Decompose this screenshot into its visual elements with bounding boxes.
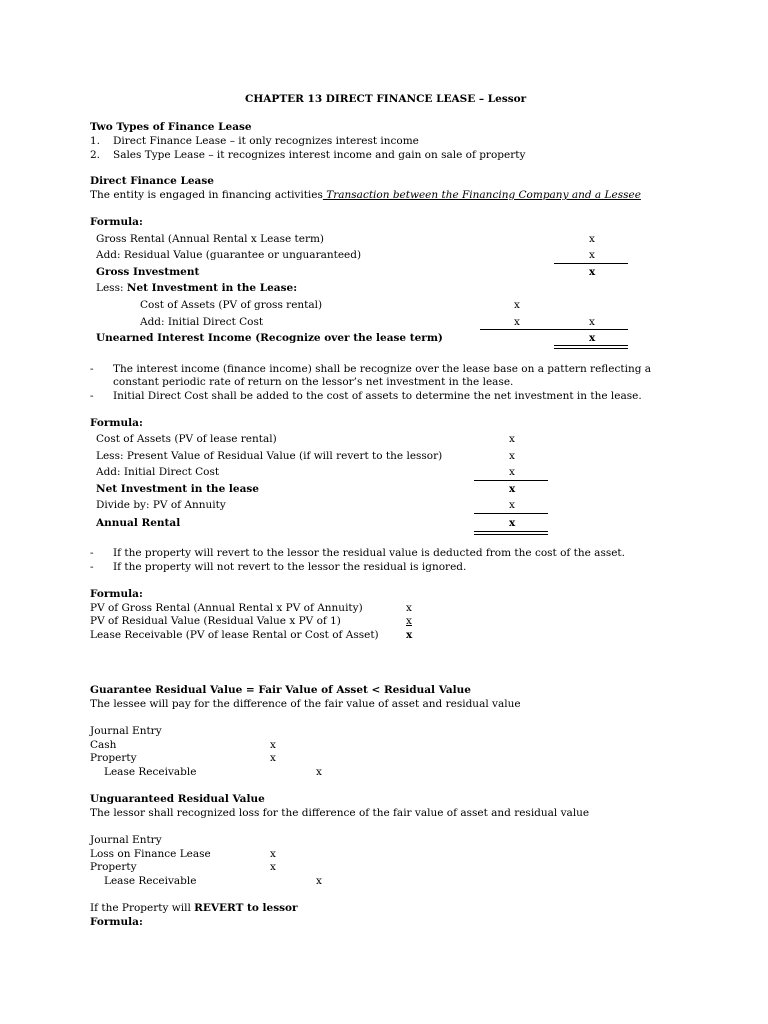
formula2-row-label: Divide by: PV of Annuity [96,499,226,511]
types-heading: Two Types of Finance Lease [90,121,252,133]
formula1-heading: Formula: [90,216,143,228]
dfl-desc-text: The entity is engaged in financing activities [90,189,323,201]
journal-entry-debit: x [270,752,276,764]
double-rule-line [474,531,548,535]
formula3-row-label: Lease Receivable (PV of lease Rental or Cost of Asset) [90,629,379,641]
types-item-num: 1. [90,135,101,147]
guaranteed-description: The lessee will pay for the difference of the fair value of asset and residual value [90,698,521,710]
rule-line [474,513,548,514]
formula1-row-label: Add: Residual Value (guarantee or unguaranteed) [96,249,362,261]
formula1-row-col1: x [514,299,520,311]
revert-line [90,902,298,915]
journal-entry-account: Property [90,752,137,764]
formula2-row-value: x [509,433,515,445]
guaranteed-heading: Guarantee Residual Value = Fair Value of Asset < Residual Value [90,684,471,696]
formula1-row-label: Unearned Interest Income (Recognize over the lease term) [96,332,443,344]
note-dash: - [90,547,94,559]
formula1-row-col2: x [589,266,596,278]
formula2-row-value: x [509,483,516,495]
formula1-row-col2: x [589,332,596,344]
journal-entry-account: Loss on Finance Lease [90,848,211,860]
note-dash: - [90,363,94,375]
formula3-row-value: x [406,602,412,614]
formula3-row-label: PV of Residual Value (Residual Value x PV of 1) [90,615,341,627]
types-item-num: 2. [90,149,101,161]
dfl-description [90,189,641,202]
note-text: The interest income (finance income) shall be recognize over the lease base on a pattern reflecting a [113,363,652,375]
formula1-row-label: Gross Rental (Annual Rental x Lease term) [96,233,325,245]
unguaranteed-description: The lessor shall recognized loss for the difference of the fair value of asset and residual value [90,807,590,819]
journal-entry-credit: x [316,766,322,778]
dfl-heading: Direct Finance Lease [90,175,214,187]
journal-entry-account: Cash [90,739,117,751]
formula1-row-col1: x [514,316,520,328]
formula1-row-prefix: Less: [96,282,127,294]
journal-entry-account: Property [90,861,137,873]
formula1-row-label: Gross Investment [96,266,200,278]
formula2-row-value: x [509,499,515,511]
formula2-row-value: x [509,466,515,478]
rule-line [554,263,628,264]
note-dash: - [90,390,94,402]
rule-line [480,329,628,330]
formula2-row-label: Net Investment in the lease [96,483,259,495]
formula1-row-bold: Net Investment in the Lease: [126,282,298,294]
unguaranteed-heading: Unguaranteed Residual Value [90,793,265,805]
formula2-row-label: Cost of Assets (PV of lease rental) [96,433,277,445]
revert-prefix: If the Property will [90,902,195,914]
page-title: CHAPTER 13 DIRECT FINANCE LEASE – Lessor [245,93,527,105]
note-text: If the property will revert to the lessor the residual value is deducted from the cost of the asset. [113,547,625,559]
types-item-text: Direct Finance Lease – it only recognizes interest income [113,135,419,147]
journal-entry-debit: x [270,848,276,860]
formula2-row-label: Annual Rental [96,517,181,529]
formula1-row-col2: x [589,249,595,261]
formula3-row-value: x [406,615,412,627]
formula1-row-label: Add: Initial Direct Cost [140,316,264,328]
journal-entry-title: Journal Entry [90,725,162,737]
formula1-row-col2: x [589,316,595,328]
formula3-heading: Formula: [90,588,143,600]
journal-entry-title: Journal Entry [90,834,162,846]
formula2-row-label: Less: Present Value of Residual Value (if will revert to the lessor) [96,450,443,462]
dfl-desc-link: Transaction between the Financing Company and a Lessee [322,189,641,201]
revert-bold: REVERT to lessor [194,902,298,914]
formula1-row-label: Cost of Assets (PV of gross rental) [140,299,323,311]
rule-line [474,480,548,481]
note-text: constant periodic rate of return on the lessor’s net investment in the lease. [113,376,514,388]
note-text: If the property will not revert to the lessor the residual is ignored. [113,561,467,573]
journal-entry-debit: x [270,739,276,751]
formula3-row-label: PV of Gross Rental (Annual Rental x PV of Annuity) [90,602,363,614]
formula2-row-value: x [509,517,516,529]
formula2-heading: Formula: [90,417,143,429]
formula2-row-label: Add: Initial Direct Cost [96,466,220,478]
note-dash: - [90,561,94,573]
formula1-row-label [96,282,297,295]
double-rule-line [554,345,628,349]
formula2-row-value: x [509,450,515,462]
journal-entry-account: Lease Receivable [104,875,197,887]
journal-entry-account: Lease Receivable [104,766,197,778]
journal-entry-credit: x [316,875,322,887]
types-item-text: Sales Type Lease – it recognizes interest income and gain on sale of property [113,149,526,161]
note-text: Initial Direct Cost shall be added to the cost of assets to determine the net investment in the lease. [113,390,642,402]
revert-formula-heading: Formula: [90,916,143,928]
formula1-row-col2: x [589,233,595,245]
journal-entry-debit: x [270,861,276,873]
formula3-row-value: x [406,629,413,641]
